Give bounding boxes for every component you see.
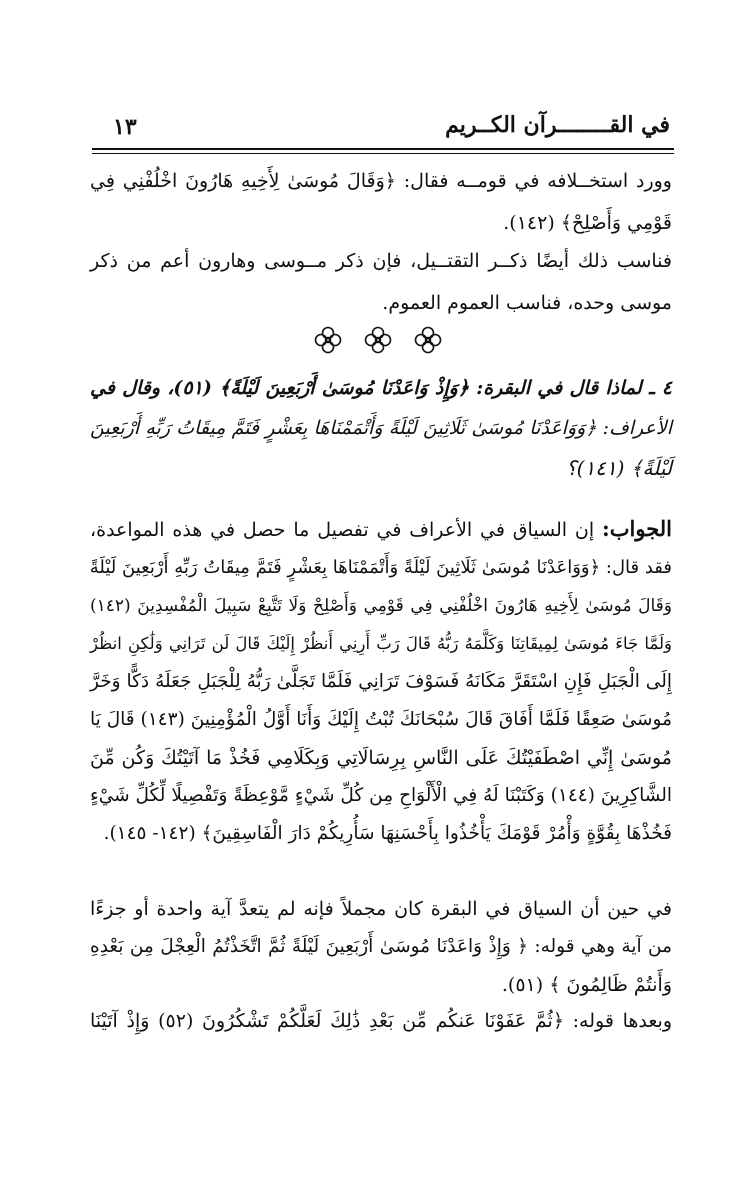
- quran-verse-line: فَخُذْهَا بِقُوَّةٍ وَأْمُرْ قَوْمَكَ يَأْخُذُوا بِأَحْسَنِهَا سَأُرِيكُمْ دَارَ الْفَاسِقِينَ﴾ (١٤٢- ١٤٥).: [103, 823, 672, 844]
- flower-ornament-icon: [313, 325, 343, 355]
- paragraph-line: فناسب ذلك أيضًا ذكــر التقتــيل، فإن ذكر مــوسى وهارون أعم من ذكر: [90, 250, 672, 272]
- paragraph-1: [90, 160, 672, 244]
- page-header: [95, 112, 670, 148]
- flower-ornament-icon: [363, 325, 393, 355]
- paragraph-line: من آية وهي قوله: ﴿ وَإِذْ وَاعَدْنَا مُوسَىٰ أَرْبَعِينَ لَيْلَةً ثُمَّ اتَّخَذْتُمُ الْعِجْلَ مِن بَعْدِهِ: [90, 936, 672, 957]
- question-4: [90, 368, 672, 488]
- question-line: لَيْلَةً﴾ (١٤١)؟: [565, 456, 672, 480]
- paragraph-line: وورد استخــلافه في قومــه فقال: ﴿وَقَالَ مُوسَىٰ لِأَخِيهِ هَارُونَ اخْلُفْنِي فِي: [90, 170, 672, 192]
- quran-verse-line: مُوسَىٰ إِنِّي اصْطَفَيْتُكَ عَلَى النَّاسِ بِرِسَالَاتِي وَبِكَلَامِي فَخُذْ مَا آتَيْتُكَ وَكُن مِّنَ: [90, 747, 672, 769]
- quran-verse-line: فقد قال: ﴿وَوَاعَدْنَا مُوسَىٰ ثَلَاثِينَ لَيْلَةً وَأَتْمَمْنَاهَا بِعَشْرٍ فَتَمَّ مِيقَاتُ رَبِّهِ أَرْبَعِينَ لَيْلَةً: [89, 557, 672, 578]
- answer-paragraph: [90, 510, 672, 853]
- paragraph-line: في حين أن السياق في البقرة كان مجملاً فإنه لم يتعدَّ آية واحدة أو جزءًا: [90, 898, 672, 920]
- quran-verse-line: وَلَمَّا جَاءَ مُوسَىٰ لِمِيقَاتِنَا وَكَلَّمَهُ رَبُّهُ قَالَ رَبِّ أَرِنِي أَنظُرْ إِلَيْكَ قَالَ لَن تَرَانِي وَلَٰكِنِ انظُرْ: [90, 634, 672, 653]
- quran-verse-line: الشَّاكِرِينَ (١٤٤) وَكَتَبْنَا لَهُ فِي الْأَلْوَاحِ مِن كُلِّ شَيْءٍ مَّوْعِظَةً وَتَفْصِيلًا لِّكُلِّ شَيْءٍ: [90, 785, 673, 806]
- section-divider: [0, 325, 755, 365]
- answer-label: الجواب:: [602, 516, 672, 541]
- answer-first-line: [90, 510, 672, 549]
- header-rule: [92, 148, 674, 150]
- paragraph-line: وَأَنتُمْ ظَالِمُونَ ﴾ (٥١).: [501, 974, 672, 996]
- quran-verse-line: مُوسَىٰ صَعِقًا فَلَمَّا أَفَاقَ قَالَ سُبْحَانَكَ تُبْتُ إِلَيْكَ وَأَنَا أَوَّلُ الْمُؤْمِنِينَ (١٤٣) قَالَ يَا: [90, 709, 672, 730]
- running-title: في القــــــــرآن الكــريم: [445, 112, 670, 138]
- quran-verse-line: إِلَى الْجَبَلِ فَإِنِ اسْتَقَرَّ مَكَانَهُ فَسَوْفَ تَرَانِي فَلَمَّا تَجَلَّىٰ رَبُّهُ لِلْجَبَلِ جَعَلَهُ دَكًّا وَخَرَّ: [90, 671, 672, 692]
- paragraph-4: [90, 890, 672, 1004]
- paragraph-5: [90, 1000, 672, 1042]
- header-rule-thin: [92, 153, 674, 154]
- question-line: ٤ ـ لماذا قال في البقرة: ﴿وَإِذْ وَاعَدْنَا مُوسَىٰ أَرْبَعِينَ لَيْلَةً﴾ (٥١)، وقال في: [90, 377, 672, 399]
- page-number: ١٣: [113, 114, 137, 140]
- question-line: الأعراف: ﴿وَوَاعَدْنَا مُوسَىٰ ثَلَاثِينَ لَيْلَةً وَأَتْمَمْنَاهَا بِعَشْرٍ فَتَمَّ مِيقَاتُ رَبِّهِ أَرْبَعِينَ: [90, 417, 672, 439]
- paragraph-2: [90, 240, 672, 324]
- quran-verse-line: وَقَالَ مُوسَىٰ لِأَخِيهِ هَارُونَ اخْلُفْنِي فِي قَوْمِي وَأَصْلِحْ وَلَا تَتَّبِعْ سَبِيلَ الْمُفْسِدِينَ (١٤٢): [90, 596, 672, 616]
- paragraph-line: موسى وحده، فناسب العموم العموم.: [382, 292, 672, 314]
- flower-ornament-icon: [413, 325, 443, 355]
- answer-text: إن السياق في الأعراف في تفصيل ما حصل في هذه المواعدة،: [90, 519, 602, 541]
- paragraph-line: وبعدها قوله: ﴿ثُمَّ عَفَوْنَا عَنكُم مِّن بَعْدِ ذَٰلِكَ لَعَلَّكُمْ تَشْكُرُونَ (٥٢) وَإِذْ آتَيْنَا: [90, 1010, 672, 1032]
- paragraph-line: قَوْمِي وَأَصْلِحْ﴾ (١٤٢).: [503, 212, 672, 234]
